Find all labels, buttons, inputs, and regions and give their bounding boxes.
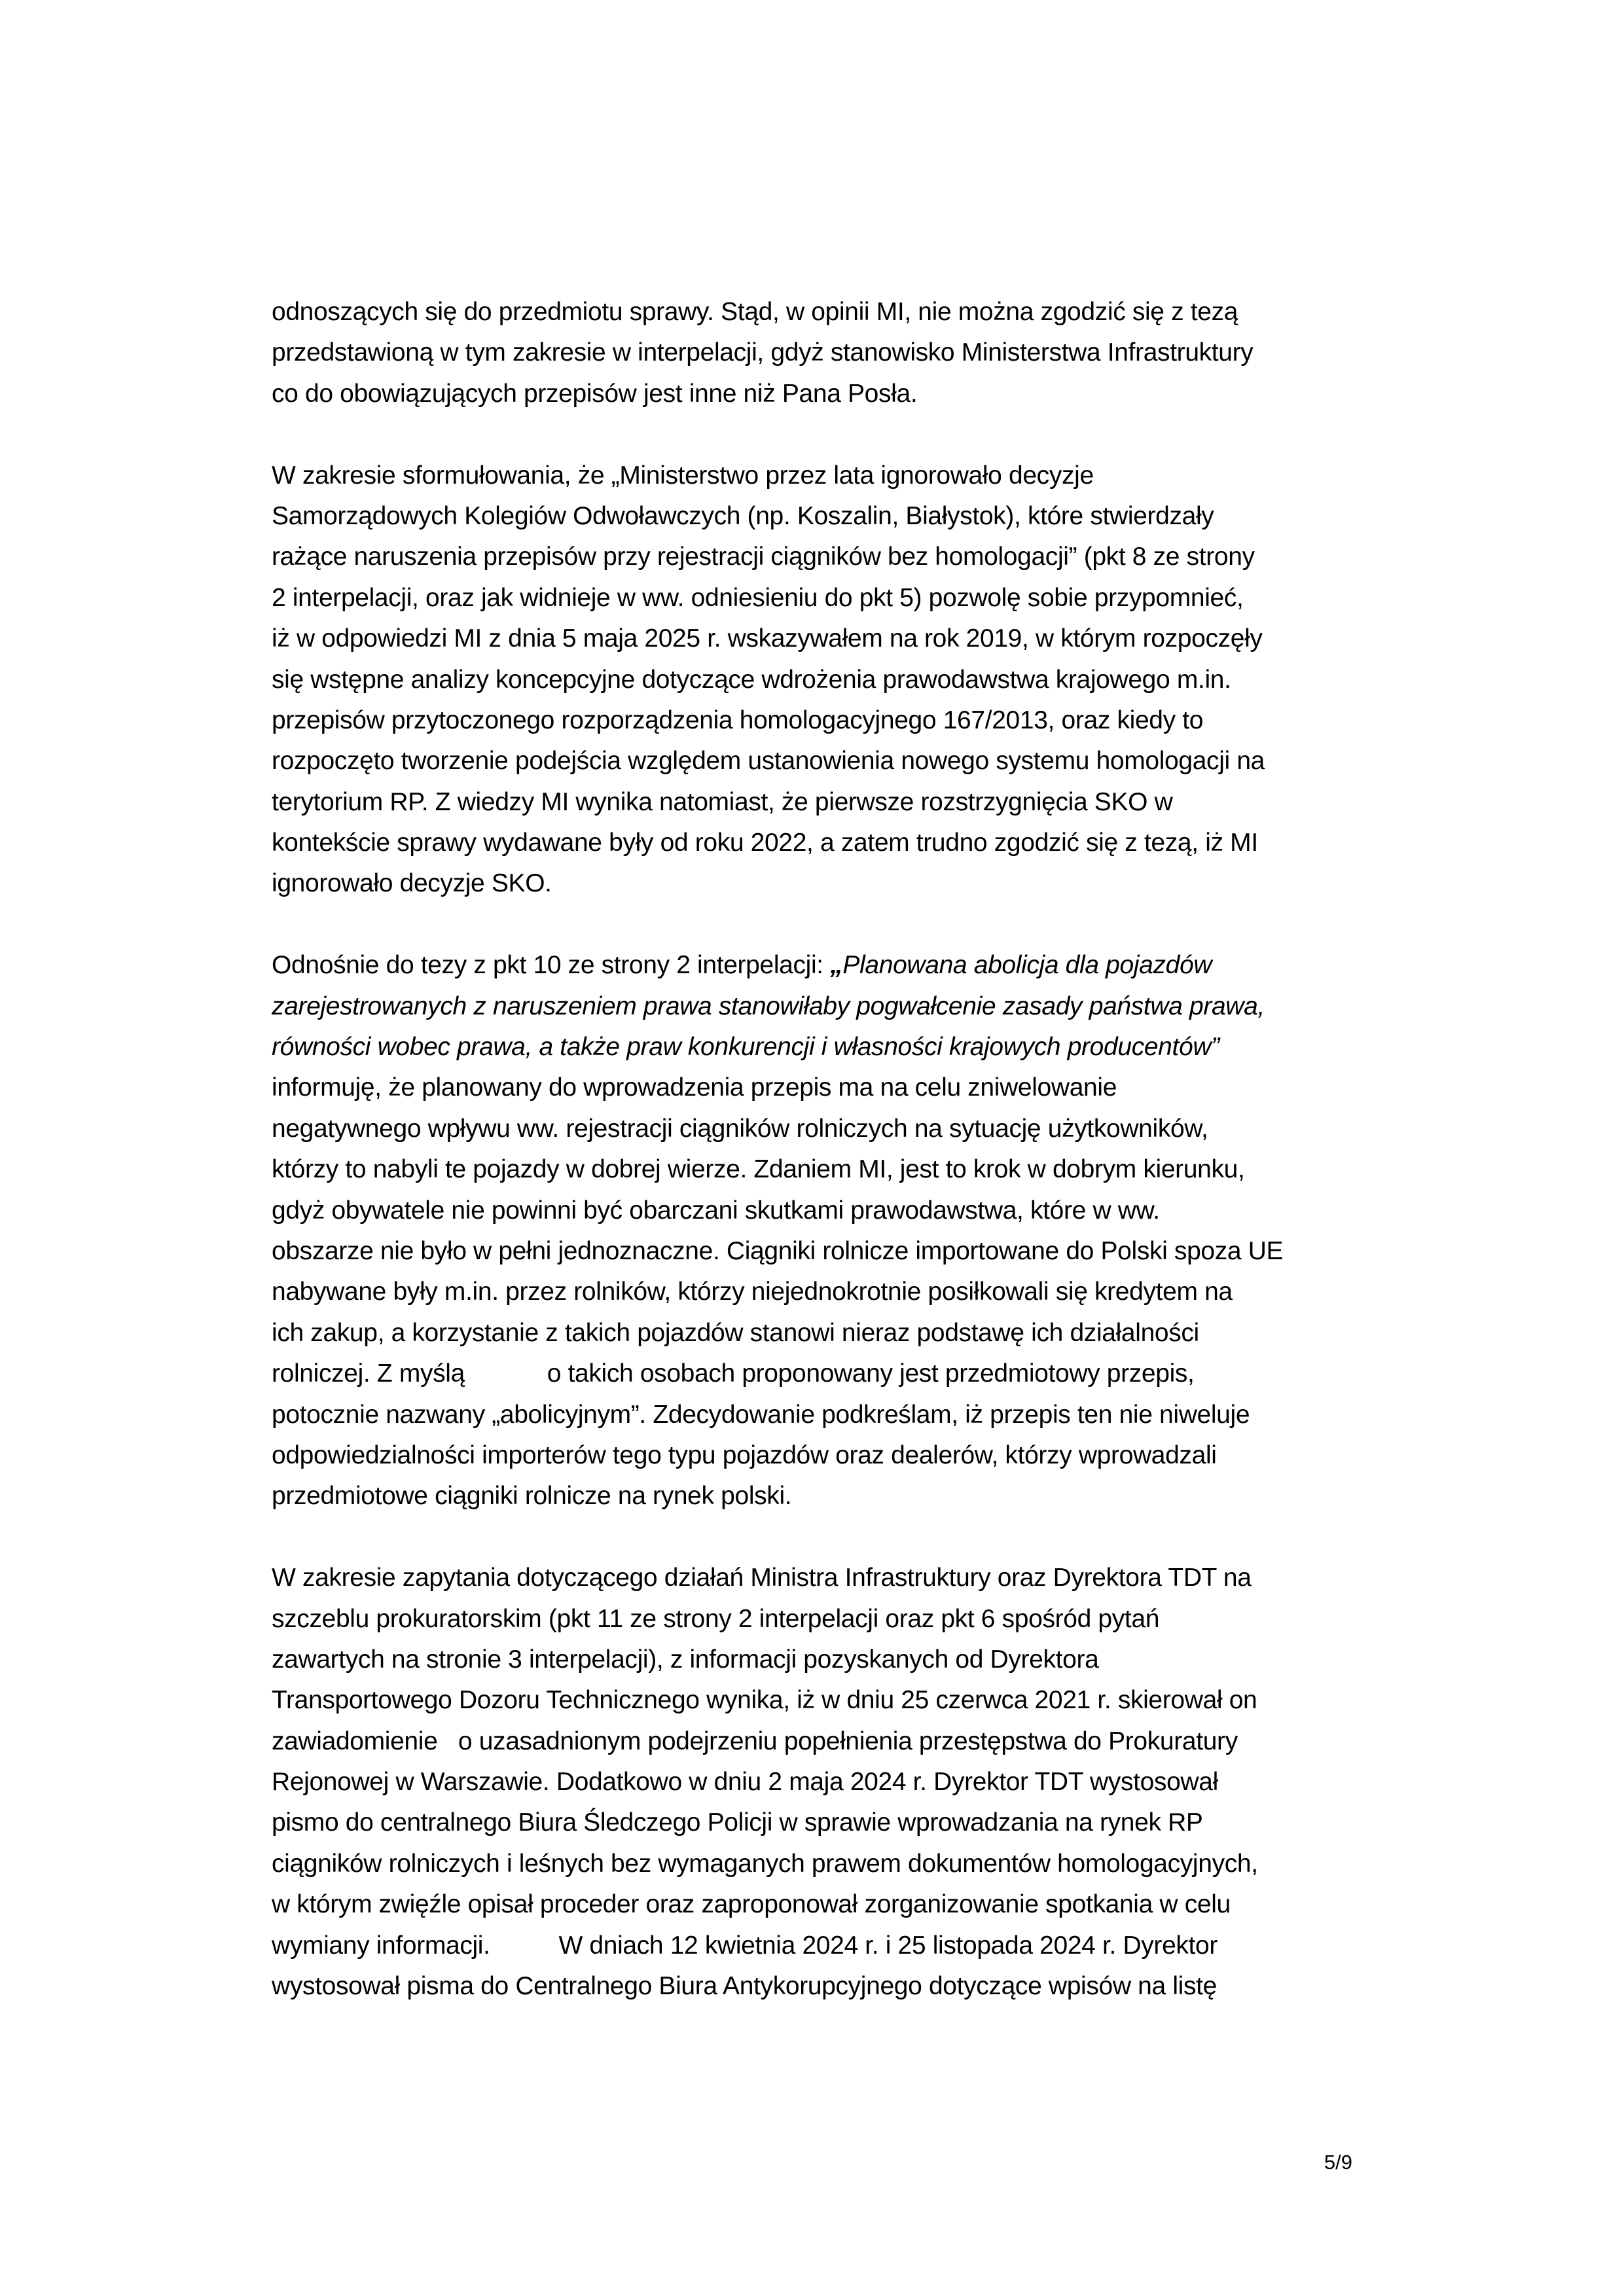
text-line: przepisów przytoczonego rozporządzenia homologacyjnego 167/2013, oraz kiedy to (272, 706, 1204, 734)
text-line: wystosował pisma do Centralnego Biura Antykorupcyjnego dotyczące wpisów na listę (272, 1972, 1217, 2001)
text-line-quoted: zarejestrowanych z naruszeniem prawa stanowiłaby pogwałcenie zasady państwa prawa, (272, 992, 1265, 1020)
text-line: rażące naruszenia przepisów przy rejestracji ciągników bez homologacji” (pkt 8 ze strony (272, 543, 1255, 571)
text-line: przedmiotowe ciągniki rolnicze na rynek polski. (272, 1482, 792, 1511)
text-line: Rejonowej w Warszawie. Dodatkowo w dniu 2 maja 2024 r. Dyrektor TDT wystosował (272, 1768, 1218, 1797)
text-line-quoted: równości wobec prawa, a także praw konkurencji i własności krajowych producentów” (272, 1033, 1219, 1062)
text-line: co do obowiązujących przepisów jest inne niż Pana Posła. (272, 379, 918, 408)
text-line: pismo do centralnego Biura Śledczego Policji w sprawie wprowadzania na rynek RP (272, 1808, 1203, 1837)
page-number: 5/9 (1324, 2151, 1352, 2174)
text-line: W zakresie sformułowania, że „Ministerstwo przez lata ignorowało decyzje (272, 461, 1094, 490)
text-line: W zakresie zapytania dotyczącego działań Ministra Infrastruktury oraz Dyrektora TDT na (272, 1564, 1252, 1592)
text-line: wymiany informacji. W dniach 12 kwietnia 2024 r. i 25 listopada 2024 r. Dyrektor (272, 1931, 1218, 1960)
text-line: Transportowego Dozoru Technicznego wynika, iż w dniu 25 czerwca 2021 r. skierował on (272, 1686, 1257, 1715)
text-line: nabywane były m.in. przez rolników, którzy niejednokrotnie posiłkowali się kredytem na (272, 1278, 1233, 1306)
text-line: przedstawioną w tym zakresie w interpelacji, gdyż stanowisko Ministerstwa Infrastruktury (272, 338, 1254, 367)
text-line: negatywnego wpływu ww. rejestracji ciągników rolniczych na sytuację użytkowników, (272, 1114, 1208, 1143)
text-line: rolniczej. Z myślą o takich osobach proponowany jest przedmiotowy przepis, (272, 1359, 1195, 1388)
quoted-text: Planowana abolicja dla pojazdów (842, 951, 1212, 980)
text-line: ich zakup, a korzystanie z takich pojazdów stanowi nieraz podstawę ich działalności (272, 1318, 1199, 1347)
text-line: zawartych na stronie 3 interpelacji), z informacji pozyskanych od Dyrektora (272, 1645, 1099, 1674)
text-line: się wstępne analizy koncepcyjne dotyczące wdrożenia prawodawstwa krajowego m.in. (272, 665, 1231, 694)
text-line: rozpoczęto tworzenie podejścia względem ustanowienia nowego systemu homologacji na (272, 747, 1265, 776)
paragraph-3 (272, 945, 1353, 1516)
text-line: szczeblu prokuratorskim (pkt 11 ze strony 2 interpelacji oraz pkt 6 spośród pytań (272, 1604, 1160, 1633)
text-line: ciągników rolniczych i leśnych bez wymaganych prawem dokumentów homologacyjnych, (272, 1849, 1258, 1878)
text-line: kontekście sprawy wydawane były od roku 2022, a zatem trudno zgodzić się z tezą, iż MI (272, 829, 1258, 857)
paragraph-2 (272, 456, 1353, 905)
text-line: informuję, że planowany do wprowadzenia przepis ma na celu zniwelowanie (272, 1073, 1117, 1102)
opening-quote: „ (830, 951, 843, 980)
text-line: potocznie nazwany „abolicyjnym”. Zdecydowanie podkreślam, iż przepis ten nie niweluje (272, 1400, 1250, 1429)
text-line: zawiadomienie o uzasadnionym podejrzeniu popełnienia przestępstwa do Prokuratury (272, 1727, 1238, 1755)
text-line: w którym zwięźle opisał proceder oraz zaproponował zorganizowanie spotkania w celu (272, 1890, 1231, 1919)
text-line: terytorium RP. Z wiedzy MI wynika natomiast, że pierwsze rozstrzygnięcia SKO w (272, 787, 1173, 816)
text-line: gdyż obywatele nie powinni być obarczani skutkami prawodawstwa, które w ww. (272, 1196, 1160, 1225)
text-line: 2 interpelacji, oraz jak widnieje w ww. odniesieniu do pkt 5) pozwolę sobie przypomnieć, (272, 583, 1244, 612)
document-body (272, 292, 1353, 2048)
text-line: obszarze nie było w pełni jednoznaczne. Ciągniki rolnicze importowane do Polski spoza UE (272, 1236, 1284, 1265)
text-line: ignorowało decyzje SKO. (272, 869, 552, 898)
text-line: którzy to nabyli te pojazdy w dobrej wierze. Zdaniem MI, jest to krok w dobrym kierunku, (272, 1155, 1245, 1184)
paragraph-4 (272, 1558, 1353, 2007)
text-line: Odnośnie do tezy z pkt 10 ze strony 2 interpelacji: „Planowana abolicja dla pojazdów (272, 951, 1212, 980)
text-line: odnoszących się do przedmiotu sprawy. Stąd, w opinii MI, nie można zgodzić się z tezą (272, 298, 1238, 326)
text-line: Samorządowych Kolegiów Odwoławczych (np. Koszalin, Białystok), które stwierdzały (272, 501, 1214, 530)
text-line: iż w odpowiedzi MI z dnia 5 maja 2025 r. wskazywałem na rok 2019, w którym rozpoczęły (272, 624, 1263, 653)
text-line: odpowiedzialności importerów tego typu pojazdów oraz dealerów, którzy wprowadzali (272, 1441, 1217, 1469)
paragraph-1 (272, 292, 1353, 414)
